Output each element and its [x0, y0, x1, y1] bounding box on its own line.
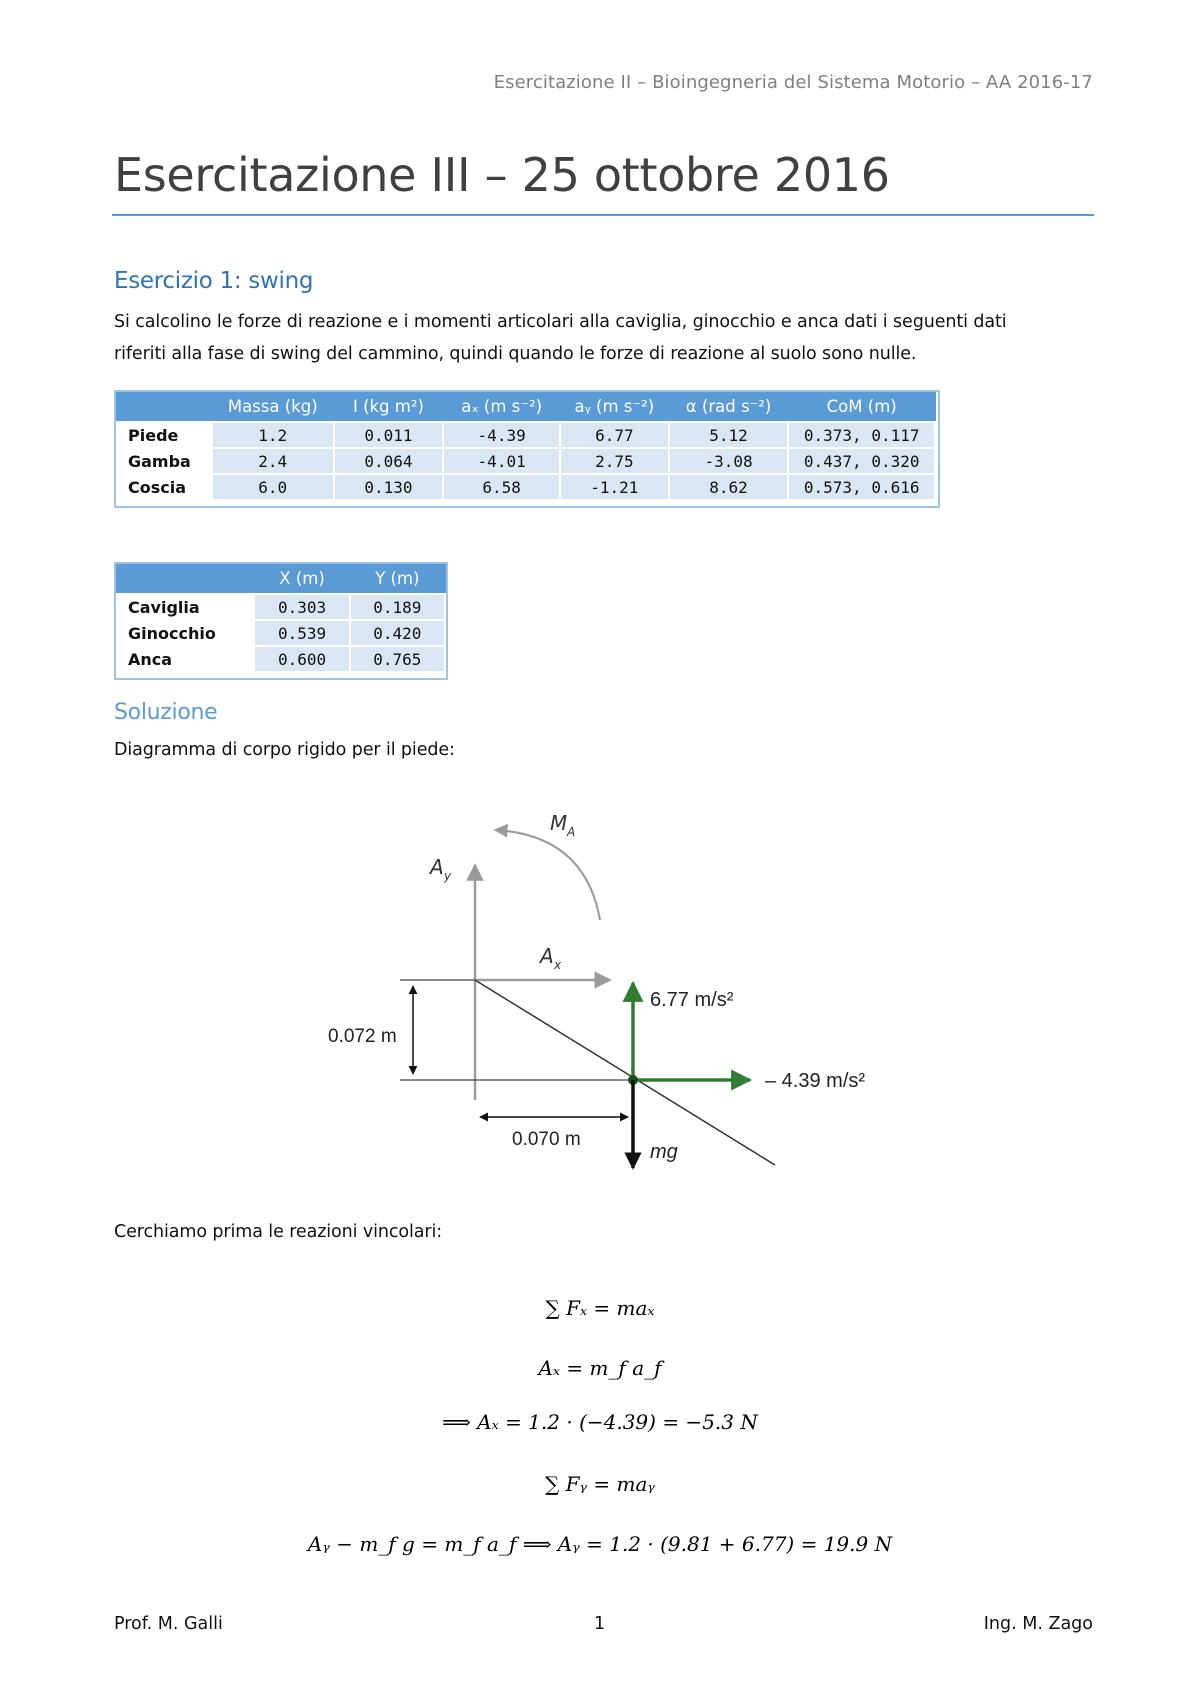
- table-header-cell: aᵧ (m s⁻²): [560, 391, 669, 423]
- table-cell: -3.08: [669, 448, 789, 474]
- table-cell: 0.437, 0.320: [788, 448, 935, 474]
- free-body-diagram: [310, 800, 910, 1200]
- table-cell: 0.011: [334, 422, 444, 448]
- row-label: Anca: [115, 646, 254, 672]
- table-header-cell: [115, 563, 254, 595]
- table-cell: -1.21: [560, 474, 669, 500]
- horizontal-dimension-label: 0.070 m: [512, 1129, 581, 1150]
- table-cell: 6.0: [212, 474, 334, 500]
- table-cell: -4.01: [443, 448, 560, 474]
- table-cell: 0.189: [350, 594, 445, 620]
- table-header-cell: CoM (m): [788, 391, 935, 423]
- acc-x-label: – 4.39 m/s²: [765, 1070, 866, 1092]
- row-label: Coscia: [115, 474, 212, 500]
- running-header: Esercitazione II – Bioingegneria del Sistema Motorio – AA 2016-17: [493, 72, 1093, 93]
- table-header-cell: α (rad s⁻²): [669, 391, 789, 423]
- table-header-cell: [115, 391, 212, 423]
- table-cell: 8.62: [669, 474, 789, 500]
- table-cell: 0.573, 0.616: [788, 474, 935, 500]
- table-cell: 6.77: [560, 422, 669, 448]
- table-cell: 0.130: [334, 474, 444, 500]
- footer-left: Prof. M. Galli: [114, 1614, 223, 1634]
- row-label: Ginocchio: [115, 620, 254, 646]
- row-label: Caviglia: [115, 594, 254, 620]
- segments-table: [114, 390, 936, 501]
- table-header-row: [115, 391, 935, 423]
- table-row: [115, 448, 935, 474]
- table-header-row: [115, 563, 445, 595]
- equation-ax-result: ⟹ Aₓ = 1.2 · (−4.39) = −5.3 N: [442, 1410, 758, 1434]
- table-cell: 0.420: [350, 620, 445, 646]
- row-label: Piede: [115, 422, 212, 448]
- table-header-cell: aₓ (m s⁻²): [443, 391, 560, 423]
- equation-ay-result: Aᵧ − m_f g = m_f a_f ⟹ Aᵧ = 1.2 · (9.81 + 6.77) = 19.9 N: [307, 1532, 893, 1556]
- table-cell: 0.600: [254, 646, 349, 672]
- vertical-dimension-label: 0.072 m: [328, 1026, 397, 1047]
- table-row: [115, 422, 935, 448]
- title-divider: [112, 214, 1094, 216]
- table-row: [115, 594, 445, 620]
- equation-ax: Aₓ = m_f a_f: [538, 1356, 662, 1380]
- table-cell: 0.539: [254, 620, 349, 646]
- table-row: [115, 646, 445, 672]
- weight-label: mg: [650, 1141, 678, 1163]
- exercise-heading: Esercizio 1: swing: [114, 268, 314, 294]
- table-cell: 2.75: [560, 448, 669, 474]
- table-cell: 6.58: [443, 474, 560, 500]
- table-header-cell: Massa (kg): [212, 391, 334, 423]
- table-header-cell: X (m): [254, 563, 349, 595]
- table-header-cell: I (kg m²): [334, 391, 444, 423]
- moment-label-sub: A: [567, 825, 576, 839]
- equation-sum-fy: ∑ Fᵧ = maᵧ: [545, 1472, 655, 1496]
- acc-y-label: 6.77 m/s²: [650, 989, 734, 1011]
- equation-sum-fx: ∑ Fₓ = maₓ: [545, 1296, 655, 1320]
- ax-label-sub: x: [554, 958, 562, 972]
- footer-right: Ing. M. Zago: [983, 1614, 1093, 1634]
- row-label: Gamba: [115, 448, 212, 474]
- joints-table: [114, 562, 446, 673]
- table-cell: -4.39: [443, 422, 560, 448]
- moment-arrow: [495, 830, 600, 920]
- table-cell: 2.4: [212, 448, 334, 474]
- diagram-intro: Diagramma di corpo rigido per il piede:: [114, 740, 455, 760]
- table-cell: 0.765: [350, 646, 445, 672]
- page-number: 1: [594, 1614, 606, 1634]
- table-cell: 5.12: [669, 422, 789, 448]
- ay-label-sub: y: [444, 869, 452, 883]
- exercise-text-line2: riferiti alla fase di swing del cammino, quindi quando le forze di reazione al suolo sono nulle.: [114, 344, 917, 364]
- table-cell: 0.064: [334, 448, 444, 474]
- reactions-intro: Cerchiamo prima le reazioni vincolari:: [114, 1222, 443, 1242]
- table-cell: 0.303: [254, 594, 349, 620]
- ay-label: A: [430, 855, 444, 879]
- table-row: [115, 620, 445, 646]
- page-title: Esercitazione III – 25 ottobre 2016: [114, 148, 890, 202]
- table-row: [115, 474, 935, 500]
- moment-label: M: [550, 811, 568, 835]
- table-cell: 0.373, 0.117: [788, 422, 935, 448]
- exercise-text-line1: Si calcolino le forze di reazione e i momenti articolari alla caviglia, ginocchio e anca dati i seguenti dati: [114, 312, 1007, 332]
- table-cell: 1.2: [212, 422, 334, 448]
- ax-label: A: [540, 944, 554, 968]
- table-header-cell: Y (m): [350, 563, 445, 595]
- solution-heading: Soluzione: [114, 700, 218, 725]
